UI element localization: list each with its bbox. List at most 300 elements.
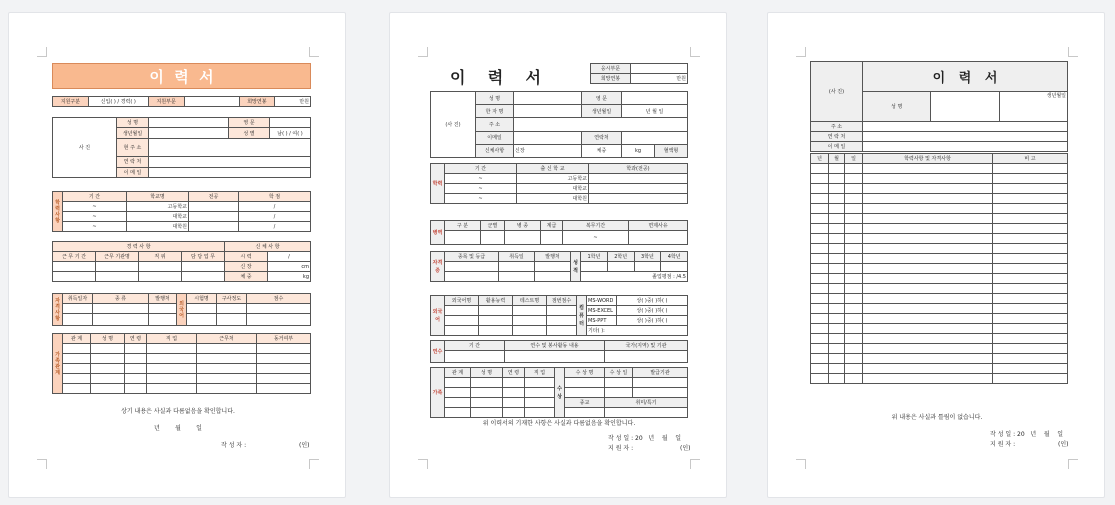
history-cell[interactable] [863, 294, 993, 304]
history-cell[interactable] [993, 214, 1068, 224]
history-cell[interactable] [829, 264, 845, 274]
lang-cell[interactable] [479, 326, 513, 336]
edu-period[interactable]: ~ [63, 202, 127, 212]
grade-cell[interactable] [661, 262, 688, 272]
family-col-name: 성 명 [471, 368, 503, 378]
photo-box[interactable]: (사 진) [811, 62, 863, 122]
cert-cell[interactable] [63, 304, 93, 314]
history-cell[interactable] [993, 274, 1068, 284]
history-cell[interactable] [993, 254, 1068, 264]
history-row [811, 244, 1068, 254]
cert-cell[interactable] [499, 262, 535, 272]
history-cell[interactable] [811, 164, 829, 174]
family-col-relation: 관 계 [445, 368, 471, 378]
history-cell[interactable] [993, 224, 1068, 234]
history-cell[interactable] [993, 344, 1068, 354]
family-cell[interactable] [257, 344, 311, 354]
family-col-age: 연 령 [503, 368, 525, 378]
award-cell[interactable] [605, 378, 633, 388]
history-cell[interactable] [811, 244, 829, 254]
family-cell[interactable] [197, 384, 257, 394]
photo-box[interactable]: (사 진) [431, 92, 476, 158]
birth-field[interactable]: 생년월일 [999, 92, 1067, 122]
history-cell[interactable] [811, 254, 829, 264]
cert-cell[interactable] [93, 314, 149, 326]
career-cell[interactable] [139, 262, 182, 272]
history-cell[interactable] [845, 294, 863, 304]
history-cell[interactable] [993, 294, 1068, 304]
col-day: 일 [845, 154, 863, 164]
history-cell[interactable] [993, 374, 1068, 384]
photo-box[interactable]: 사 진 [53, 118, 117, 178]
history-cell[interactable] [829, 304, 845, 314]
history-row [811, 284, 1068, 294]
history-cell[interactable] [993, 244, 1068, 254]
history-row [811, 334, 1068, 344]
edu-major[interactable] [589, 174, 688, 184]
history-cell[interactable] [845, 224, 863, 234]
history-cell[interactable] [811, 274, 829, 284]
history-row [811, 304, 1068, 314]
mil-col-exempt: 면제사유 [629, 221, 688, 231]
history-cell[interactable] [845, 164, 863, 174]
history-cell[interactable] [993, 234, 1068, 244]
address-field[interactable] [514, 118, 688, 131]
name-label: 성 명 [117, 118, 149, 128]
history-cell[interactable] [993, 314, 1068, 324]
eyesight-field[interactable]: / [268, 252, 311, 262]
history-cell[interactable] [845, 214, 863, 224]
family-cell[interactable] [503, 398, 525, 408]
history-cell[interactable] [845, 174, 863, 184]
history-cell[interactable] [811, 214, 829, 224]
career-cell[interactable] [53, 272, 96, 282]
family-cell[interactable] [525, 378, 555, 388]
history-cell[interactable] [829, 244, 845, 254]
edu-major[interactable] [189, 212, 239, 222]
family-cell[interactable] [525, 408, 555, 418]
family-cell[interactable] [445, 398, 471, 408]
edu-school[interactable]: 대학교 [517, 184, 589, 194]
lang-cell[interactable] [513, 306, 547, 316]
lang-cell[interactable] [547, 316, 577, 326]
cert-cell[interactable] [93, 304, 149, 314]
name-field[interactable] [514, 92, 582, 105]
history-cell[interactable] [845, 284, 863, 294]
history-cell[interactable] [811, 174, 829, 184]
history-cell[interactable] [845, 234, 863, 244]
history-cell[interactable] [993, 324, 1068, 334]
history-cell[interactable] [811, 264, 829, 274]
history-cell[interactable] [845, 344, 863, 354]
edu-major[interactable] [189, 222, 239, 232]
religion-field[interactable] [565, 408, 605, 418]
career-cell[interactable] [182, 272, 225, 282]
body-label: 신체사항 [476, 144, 514, 157]
cert-cell[interactable] [535, 272, 571, 282]
cert-cell[interactable] [445, 272, 499, 282]
family-cell[interactable] [91, 364, 125, 374]
history-cell[interactable] [829, 214, 845, 224]
resume-template-3[interactable] [767, 12, 1105, 498]
mil-cell[interactable] [481, 231, 505, 245]
history-cell[interactable] [829, 354, 845, 364]
history-cell[interactable] [811, 324, 829, 334]
family-cell[interactable] [257, 364, 311, 374]
grade-cell[interactable] [634, 262, 661, 272]
lang-cell[interactable] [513, 326, 547, 336]
pc-ppt-level[interactable]: 상( )중( )하( ) [617, 316, 688, 326]
history-cell[interactable] [829, 194, 845, 204]
family-cell[interactable] [125, 354, 147, 364]
salary-field[interactable]: 만원 [631, 74, 688, 84]
history-cell[interactable] [993, 174, 1068, 184]
career-cell[interactable] [53, 262, 96, 272]
family-cell[interactable] [63, 364, 91, 374]
lang-cell[interactable] [187, 304, 217, 314]
cert-cell[interactable] [149, 304, 177, 314]
history-cell[interactable] [863, 354, 993, 364]
history-cell[interactable] [829, 184, 845, 194]
family-cell[interactable] [257, 374, 311, 384]
history-cell[interactable] [829, 174, 845, 184]
edu-school[interactable]: 대학원 [127, 222, 189, 232]
birth-field[interactable]: 년 월 일 [622, 105, 688, 118]
lang-cell[interactable] [187, 314, 217, 326]
family-cell[interactable] [125, 384, 147, 394]
apply-row [52, 96, 311, 107]
history-cell[interactable] [993, 364, 1068, 374]
birth-label: 생년월일 [117, 128, 149, 138]
gender-field[interactable]: 남( ) / 여( ) [270, 128, 311, 138]
train-cell[interactable] [445, 351, 505, 363]
family-cell[interactable] [445, 388, 471, 398]
history-cell[interactable] [845, 254, 863, 264]
history-cell[interactable] [863, 254, 993, 264]
history-cell[interactable] [845, 324, 863, 334]
email-field[interactable] [514, 131, 582, 144]
award-cell[interactable] [633, 378, 688, 388]
history-cell[interactable] [845, 314, 863, 324]
career-cell[interactable] [182, 262, 225, 272]
history-cell[interactable] [993, 264, 1068, 274]
award-cell[interactable] [565, 378, 605, 388]
pc-other-field[interactable]: 기타( ): [587, 326, 688, 336]
history-cell[interactable] [811, 304, 829, 314]
edu-grade[interactable]: / [239, 202, 311, 212]
history-cell[interactable] [993, 204, 1068, 214]
history-cell[interactable] [829, 274, 845, 284]
history-cell[interactable] [993, 304, 1068, 314]
birth-field[interactable] [149, 128, 229, 138]
grade-total-field[interactable]: 졸업평점 : /4.5 [581, 272, 688, 282]
cert-cell[interactable] [499, 272, 535, 282]
lang-cell[interactable] [479, 306, 513, 316]
resume-template-1[interactable] [8, 12, 346, 498]
email-field[interactable] [149, 167, 311, 177]
career-cell[interactable] [139, 272, 182, 282]
history-cell[interactable] [845, 194, 863, 204]
family-cell[interactable] [197, 344, 257, 354]
history-cell[interactable] [811, 234, 829, 244]
eng-name-field[interactable] [270, 118, 311, 128]
family-cell[interactable] [147, 374, 197, 384]
apply-field[interactable] [631, 64, 688, 74]
family-cell[interactable] [63, 374, 91, 384]
train-cell[interactable] [505, 351, 605, 363]
history-cell[interactable] [863, 174, 993, 184]
resume-template-2[interactable] [389, 12, 727, 498]
history-cell[interactable] [863, 314, 993, 324]
history-cell[interactable] [829, 164, 845, 174]
cert-cell[interactable] [445, 262, 499, 272]
family-cell[interactable] [147, 354, 197, 364]
history-cell[interactable] [845, 304, 863, 314]
edu-major[interactable] [589, 184, 688, 194]
cert-side-label: 자격증 [431, 252, 445, 282]
family-cell[interactable] [197, 364, 257, 374]
mil-cell[interactable] [541, 231, 563, 245]
edu-period[interactable]: ~ [445, 174, 517, 184]
lang-cell[interactable] [247, 304, 311, 314]
edu-grade[interactable]: / [239, 222, 311, 232]
history-cell[interactable] [863, 194, 993, 204]
name-field[interactable] [149, 118, 229, 128]
history-cell[interactable] [863, 304, 993, 314]
lang-cell[interactable] [513, 316, 547, 326]
apply-dept-value[interactable]: 신입( ) / 경력( ) [88, 97, 148, 107]
history-cell[interactable] [811, 354, 829, 364]
cert-cell[interactable] [149, 314, 177, 326]
cert-cell[interactable] [63, 314, 93, 326]
award-cell[interactable] [633, 388, 688, 398]
train-cell[interactable] [605, 351, 688, 363]
history-cell[interactable] [863, 284, 993, 294]
history-cell[interactable] [863, 344, 993, 354]
history-cell[interactable] [845, 274, 863, 284]
history-cell[interactable] [845, 204, 863, 214]
email-field[interactable] [863, 142, 1068, 152]
hobby-field[interactable] [605, 408, 688, 418]
family-cell[interactable] [257, 384, 311, 394]
lang-col-level: 구사정도 [217, 294, 247, 304]
edu-grade[interactable]: / [239, 212, 311, 222]
family-cell[interactable] [503, 378, 525, 388]
family-cell[interactable] [471, 398, 503, 408]
family-cell[interactable] [147, 364, 197, 374]
history-cell[interactable] [829, 224, 845, 234]
edu-school[interactable]: 고등학교 [517, 174, 589, 184]
history-cell[interactable] [863, 214, 993, 224]
grade-cell[interactable] [581, 262, 608, 272]
history-cell[interactable] [811, 184, 829, 194]
phone-field[interactable] [622, 131, 688, 144]
history-cell[interactable] [811, 204, 829, 214]
family-cell[interactable] [63, 344, 91, 354]
history-cell[interactable] [829, 254, 845, 264]
lang-cell[interactable] [479, 316, 513, 326]
history-cell[interactable] [993, 354, 1068, 364]
history-cell[interactable] [863, 224, 993, 234]
history-cell[interactable] [863, 204, 993, 214]
edu-period[interactable]: ~ [63, 212, 127, 222]
award-cell[interactable] [605, 388, 633, 398]
phone-field[interactable] [149, 157, 311, 167]
history-cell[interactable] [863, 364, 993, 374]
history-cell[interactable] [811, 294, 829, 304]
history-cell[interactable] [993, 164, 1068, 174]
history-cell[interactable] [863, 324, 993, 334]
family-cell[interactable] [91, 354, 125, 364]
address-field[interactable] [863, 122, 1068, 132]
edu-period[interactable]: ~ [445, 194, 517, 204]
history-cell[interactable] [863, 234, 993, 244]
history-cell[interactable] [863, 164, 993, 174]
history-cell[interactable] [829, 344, 845, 354]
family-cell[interactable] [197, 354, 257, 364]
salary-value[interactable]: 만원 [275, 97, 311, 107]
grade-cell[interactable] [607, 262, 634, 272]
edu-major[interactable] [189, 202, 239, 212]
history-cell[interactable] [863, 264, 993, 274]
family-cell[interactable] [147, 384, 197, 394]
family-cell[interactable] [257, 354, 311, 364]
family-col-name: 성 명 [91, 334, 125, 344]
edu-school[interactable]: 대학원 [517, 194, 589, 204]
family-cell[interactable] [525, 398, 555, 408]
eng-name-field[interactable] [622, 92, 688, 105]
crop-mark [796, 47, 806, 57]
hobby-label: 취미/특기 [605, 398, 688, 408]
lang-cell[interactable] [217, 304, 247, 314]
apply-field-value[interactable] [184, 97, 239, 107]
family-cell[interactable] [63, 384, 91, 394]
career-table [52, 241, 311, 282]
lang-cell[interactable] [445, 326, 479, 336]
history-cell[interactable] [845, 364, 863, 374]
lang-cell[interactable] [547, 326, 577, 336]
lang-cell[interactable] [445, 306, 479, 316]
history-cell[interactable] [993, 194, 1068, 204]
pc-word-level[interactable]: 상( )중( )하( ) [617, 296, 688, 306]
history-cell[interactable] [863, 184, 993, 194]
hanja-field[interactable] [514, 105, 582, 118]
history-cell[interactable] [829, 294, 845, 304]
family-cell[interactable] [445, 378, 471, 388]
lang-cell[interactable] [445, 316, 479, 326]
family-cell[interactable] [125, 374, 147, 384]
phone-field[interactable] [863, 132, 1068, 142]
history-cell[interactable] [845, 264, 863, 274]
history-cell[interactable] [993, 184, 1068, 194]
address-field[interactable] [149, 138, 311, 157]
history-cell[interactable] [829, 234, 845, 244]
family-cell[interactable] [147, 344, 197, 354]
history-cell[interactable] [829, 364, 845, 374]
personal-info-table [430, 91, 688, 158]
history-cell[interactable] [811, 224, 829, 234]
history-cell[interactable] [845, 184, 863, 194]
award-cell[interactable] [565, 388, 605, 398]
family-cell[interactable] [91, 374, 125, 384]
history-cell[interactable] [845, 354, 863, 364]
family-cell[interactable] [503, 388, 525, 398]
family-cell[interactable] [471, 408, 503, 418]
history-cell[interactable] [811, 364, 829, 374]
family-cell[interactable] [91, 344, 125, 354]
history-cell[interactable] [811, 194, 829, 204]
history-cell[interactable] [811, 314, 829, 324]
history-cell[interactable] [811, 344, 829, 354]
history-cell[interactable] [845, 244, 863, 254]
career-cell[interactable] [96, 272, 139, 282]
history-cell[interactable] [829, 284, 845, 294]
height-field[interactable]: cm [268, 262, 311, 272]
edu-school[interactable]: 대학교 [127, 212, 189, 222]
weight-label[interactable]: 체중 [582, 144, 622, 157]
apply-dept-label: 지원구분 [53, 97, 89, 107]
family-cell[interactable] [91, 384, 125, 394]
edu-school[interactable]: 고등학교 [127, 202, 189, 212]
history-cell[interactable] [863, 244, 993, 254]
mil-cell[interactable] [629, 231, 688, 245]
edu-period[interactable]: ~ [445, 184, 517, 194]
pc-excel-level[interactable]: 상( )중( )하( ) [617, 306, 688, 316]
history-cell[interactable] [829, 314, 845, 324]
lang-cell[interactable] [547, 306, 577, 316]
history-cell[interactable] [863, 334, 993, 344]
family-cell[interactable] [197, 374, 257, 384]
mil-period-field[interactable]: ~ [563, 231, 629, 245]
lang-cell[interactable] [247, 314, 311, 326]
history-cell[interactable] [829, 324, 845, 334]
lang-cell[interactable] [217, 314, 247, 326]
family-cell[interactable] [471, 388, 503, 398]
family-cell[interactable] [125, 344, 147, 354]
edu-period[interactable]: ~ [63, 222, 127, 232]
cert-cell[interactable] [535, 262, 571, 272]
history-cell[interactable] [811, 334, 829, 344]
history-cell[interactable] [811, 374, 829, 384]
name-field[interactable] [931, 92, 999, 122]
mil-cell[interactable] [445, 231, 481, 245]
family-col-cohabit: 동거여부 [257, 334, 311, 344]
history-cell[interactable] [845, 334, 863, 344]
height-label[interactable]: 신장 [514, 144, 582, 157]
family-cell[interactable] [125, 364, 147, 374]
history-cell[interactable] [845, 374, 863, 384]
family-cell[interactable] [503, 408, 525, 418]
history-cell[interactable] [829, 204, 845, 214]
history-cell[interactable] [863, 274, 993, 284]
family-cell[interactable] [445, 408, 471, 418]
family-cell[interactable] [471, 378, 503, 388]
career-cell[interactable] [96, 262, 139, 272]
history-cell[interactable] [863, 374, 993, 384]
family-cell[interactable] [525, 388, 555, 398]
weight-field[interactable]: kg [268, 272, 311, 282]
edu-major[interactable] [589, 194, 688, 204]
apply-field-label: 지원부문 [148, 97, 184, 107]
history-cell[interactable] [829, 334, 845, 344]
history-cell[interactable] [811, 284, 829, 294]
history-cell[interactable] [829, 374, 845, 384]
history-cell[interactable] [993, 284, 1068, 294]
mil-cell[interactable] [505, 231, 541, 245]
family-cell[interactable] [63, 354, 91, 364]
history-cell[interactable] [993, 334, 1068, 344]
seal-label: (인) [1058, 441, 1069, 448]
